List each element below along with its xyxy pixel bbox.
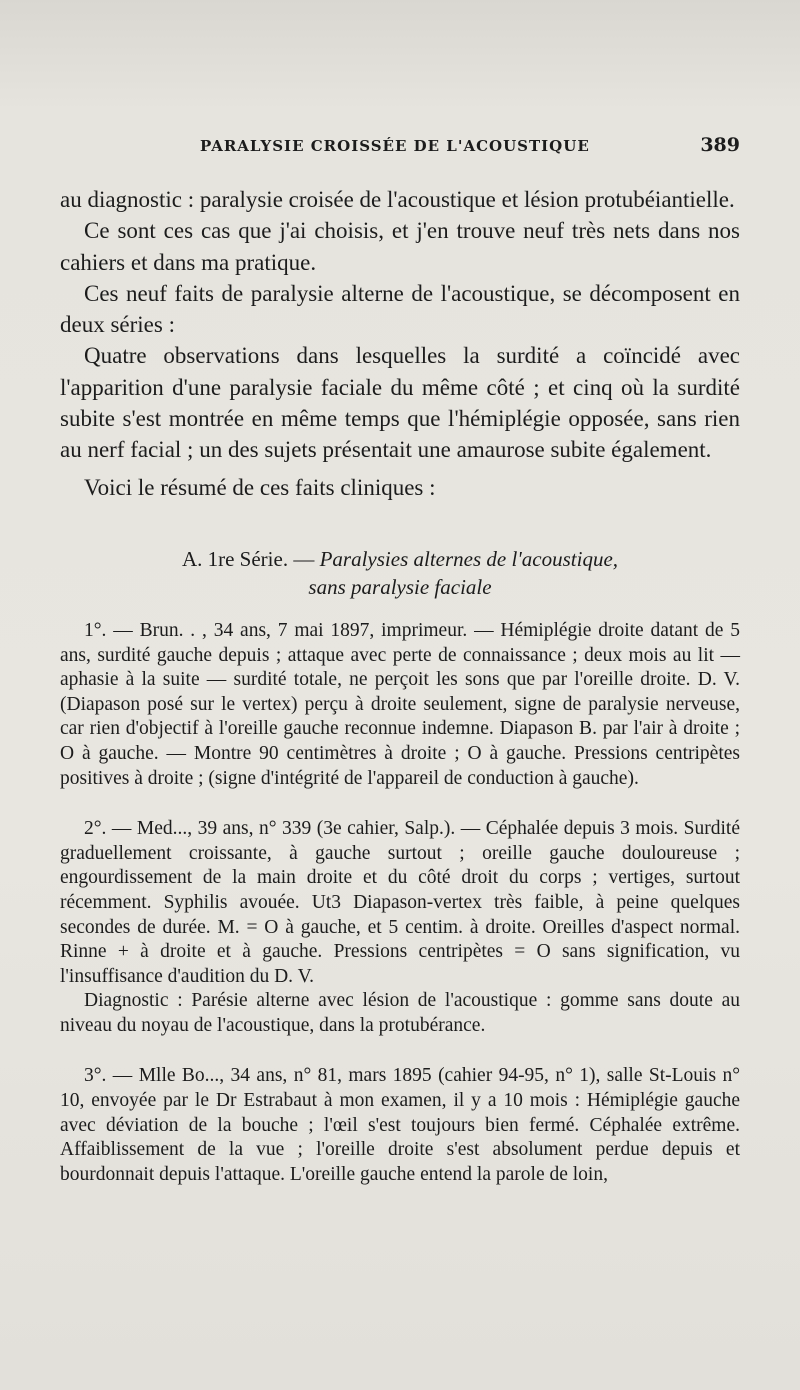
section-heading-line [60,573,740,601]
page-number: 389 [700,134,740,156]
section-title-italic: Paralysies alternes de l'acoustique, [319,546,619,571]
section-subtitle-italic: sans paralysie faciale [308,574,492,599]
section-heading-line [60,545,740,573]
case-paragraph: 3°. — Mlle Bo..., 34 ans, n° 81, mars 1895 (cahier 94-95, n° 1), salle St-Louis n° 10, envoyée par le Dr Estrabaut à mon examen, il y a 10 mois : Hémiplégie gauche avec déviation de la bouche ; l'œil s'est toujours bien fermé. Céphalée extrême. Affaiblissement de la vue ; l'oreille droite s'est absolument perdue depuis et bourdonnait depuis l'attaque. L'oreille gauche entend la parole de loin, [60,1065,740,1185]
paragraph: Voici le résumé de ces faits cliniques : [84,474,436,500]
section-heading [60,545,740,601]
paragraph: Quatre observations dans lesquelles la surdité a coïncidé avec l'apparition d'une paralysie faciale du même côté ; et cinq où la surdité subite s'est montrée en même temps que l'hémiplégie opposée, sans rien au nerf facial ; un des sujets présentait une amaurose subite également. [60,343,740,463]
case-paragraph: 1°. — Brun. . , 34 ans, 7 mai 1897, imprimeur. — Hémiplégie droite datant de 5 ans, surdité gauche depuis ; attaque avec perte de connaissance ; deux mois au lit — aphasie à la suite — surdité totale, ne perçoit les sons que par l'oreille droite. D. V. (Diapason posé sur le vertex) perçu à droite seulement, signe de paralysie nerveuse, car rien d'objectif à l'oreille gauche reconnue indemne. Diapason B. par l'air à droite ; O à gauche. — Montre 90 centimètres à droite ; O à gauche. Pressions centripètes positives à droite ; (signe d'intégrité de l'appareil de conduction à gauche). [60,619,740,789]
paragraph: Ces neuf faits de paralysie alterne de l'acoustique, se décomposent en deux séries : [60,280,740,338]
page-body [60,184,740,1187]
paragraph: au diagnostic : paralysie croisée de l'acoustique et lésion protubéiantielle. [60,187,735,212]
running-header [60,134,740,156]
paragraph: Ce sont ces cas que j'ai choisis, et j'en trouve neuf très nets dans nos cahiers et dans ma pratique. [60,218,740,275]
running-title: PARALYSIE CROISSÉE DE L'ACOUSTIQUE [200,137,590,155]
section-label: A. 1re Série. — [181,546,315,571]
case-paragraph: Diagnostic : Parésie alterne avec lésion de l'acoustique : gomme sans doute au niveau du noyau de l'acoustique, dans la protubérance. [60,990,740,1036]
case-paragraph: 2°. — Med..., 39 ans, n° 339 (3e cahier, Salp.). — Céphalée depuis 3 mois. Surdité graduellement croissante, à gauche surtout ; oreille gauche douloureuse ; engourdissement de la main droite et du côté droit du corps ; vertiges, surtout récemment. Syphilis avouée. Ut3 Diapason-vertex très faible, à peine quelques secondes de durée. M. = O à gauche, et 5 centim. à droite. Oreilles d'aspect normal. Rinne + à droite et à gauche. Pressions centripètes = O sans signification, vu l'insuffisance d'audition du D. V. [60,818,740,987]
